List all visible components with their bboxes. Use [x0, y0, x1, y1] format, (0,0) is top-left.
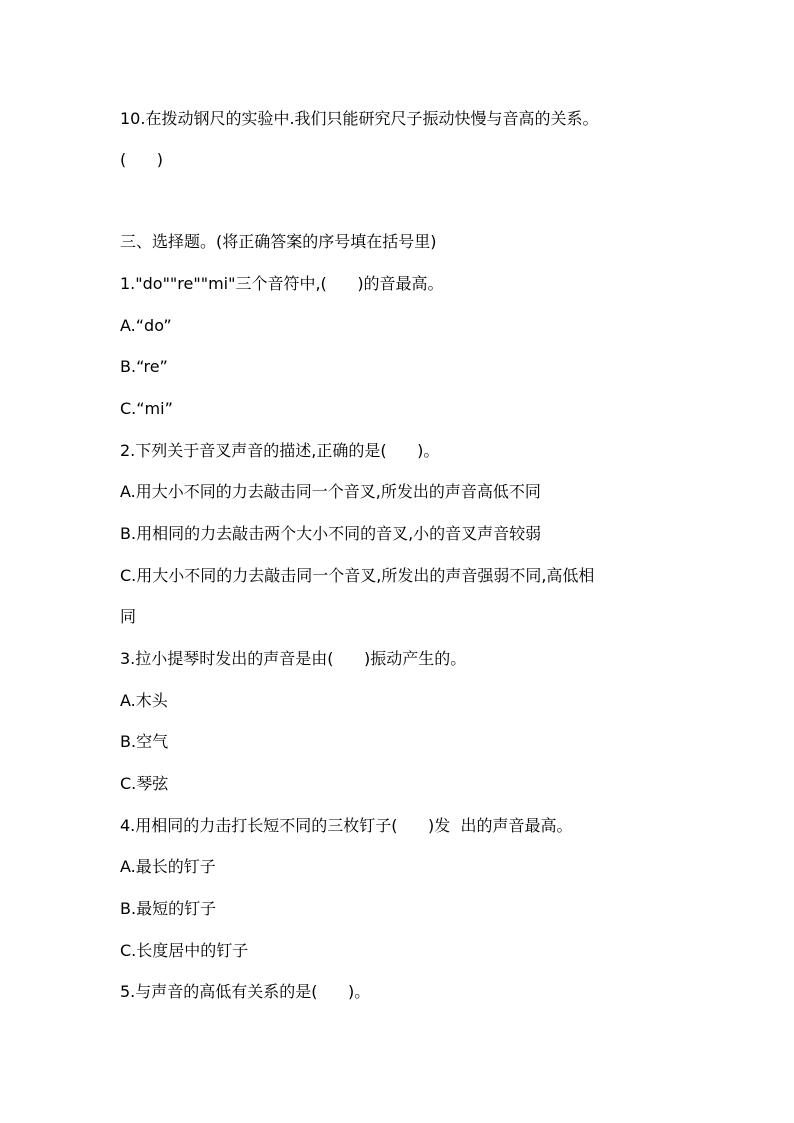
question-3: 3.拉小提琴时发出的声音是由( )振动产生的。: [120, 649, 467, 668]
question-4-option-a: A.最长的钉子: [120, 857, 216, 876]
question-4: 4.用相同的力击打长短不同的三枚钉子( )发 出的声音最高。: [120, 816, 573, 835]
question-1-option-b: B.“re”: [120, 357, 168, 376]
question-3-option-b: B.空气: [120, 732, 169, 751]
question-4-option-b: B.最短的钉子: [120, 899, 217, 918]
question-2-option-a: A.用大小不同的力去敲击同一个音叉,所发出的声音高低不同: [120, 482, 541, 501]
question-3-option-a: A.木头: [120, 691, 168, 710]
question-2-option-c-continued: 同: [120, 607, 137, 626]
question-1: 1."do""re""mi"三个音符中,( )的音最高。: [120, 274, 444, 293]
question-2-option-c: C.用大小不同的力去敲击同一个音叉,所发出的声音强弱不同,高低相: [120, 566, 595, 585]
question-1-option-a: A.“do”: [120, 316, 172, 335]
question-10-true-false: 10.在拨动钢尺的实验中.我们只能研究尺子振动快慢与音高的关系。: [120, 109, 599, 128]
question-4-option-c: C.长度居中的钉子: [120, 941, 249, 960]
question-2: 2.下列关于音叉声音的描述,正确的是( )。: [120, 441, 440, 460]
question-5: 5.与声音的高低有关系的是( )。: [120, 982, 371, 1001]
section-heading-multiple-choice: 三、选择题。(将正确答案的序号填在括号里): [120, 232, 437, 251]
answer-blank-10: ( ): [120, 150, 163, 169]
question-1-option-c: C.“mi”: [120, 399, 173, 418]
question-2-option-b: B.用相同的力去敲击两个大小不同的音叉,小的音叉声音较弱: [120, 524, 542, 543]
question-3-option-c: C.琴弦: [120, 774, 169, 793]
